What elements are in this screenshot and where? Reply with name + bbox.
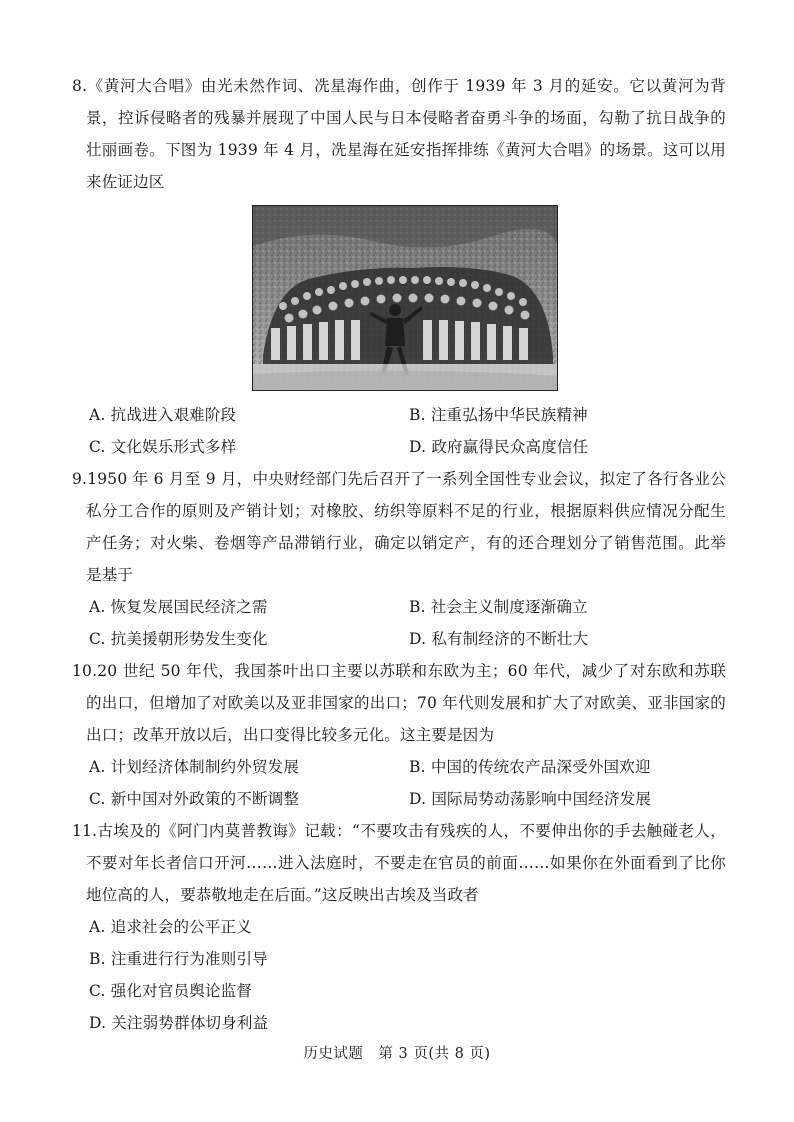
question-8-stem: 8.《黄河大合唱》由光未然作词、冼星海作曲，创作于 1939 年 3 月的延安。它以黄河为背景，控诉侵略者的残暴并展现了中国人民与日本侵略者奋勇斗争的场面，勾勒了抗日战争的壮丽画卷。下图为 1939 年 4 月，冼星海在延安指挥排练《黄河大合唱》的场景。这可以用来佐证边区	[72, 77, 726, 191]
question-9-stem: 9.1950 年 6 月至 9 月，中央财经部门先后召开了一系列全国性专业会议，拟定了各行各业公私分工合作的原则及产销计划；对橡胶、纺织等原料不足的行业，根据原料供应情况分配生产任务；对火柴、卷烟等产品滞销行业，确定以销定产，有的还合理划分了销售范围。此举是基于	[72, 470, 726, 584]
option-9a[interactable]: A. 恢复发展国民经济之需	[89, 598, 268, 616]
option-9d[interactable]: D. 私有制经济的不断壮大	[409, 630, 589, 648]
option-8d[interactable]: D. 政府赢得民众高度信任	[409, 438, 589, 456]
option-10c[interactable]: C. 新中国对外政策的不断调整	[89, 790, 300, 808]
option-8c[interactable]: C. 文化娱乐形式多样	[89, 438, 237, 456]
option-11a[interactable]: A. 追求社会的公平正义	[89, 918, 252, 936]
question-10	[72, 655, 726, 815]
page-footer: 历史试题 第 3 页(共 8 页)	[303, 1046, 491, 1062]
question-9	[72, 463, 726, 655]
option-11c[interactable]: C. 强化对官员舆论监督	[89, 982, 253, 1000]
question-11	[72, 815, 726, 1039]
option-11d[interactable]: D. 关注弱势群体切身利益	[89, 1014, 269, 1032]
rehearsal-photo	[252, 205, 558, 391]
option-10d[interactable]: D. 国际局势动荡影响中国经济发展	[409, 790, 652, 808]
option-11b[interactable]: B. 注重进行行为准则引导	[89, 950, 268, 968]
option-10b[interactable]: B. 中国的传统农产品深受外国欢迎	[409, 758, 651, 776]
option-8a[interactable]: A. 抗战进入艰难阶段	[89, 406, 237, 424]
question-8	[72, 70, 726, 198]
option-8b[interactable]: B. 注重弘扬中华民族精神	[409, 406, 588, 424]
question-11-stem: 11.古埃及的《阿门内莫普教诲》记载：“不要攻击有残疾的人，不要伸出你的手去触碰老人，不要对年长者信口开河……进入法庭时，不要走在官员的前面……如果你在外面看到了比你地位高的人，要恭敬地走在后面。”这反映出古埃及当政者	[72, 822, 726, 904]
option-9b[interactable]: B. 社会主义制度逐渐确立	[409, 598, 588, 616]
question-8-options	[86, 399, 726, 463]
question-10-stem: 10.20 世纪 50 年代，我国茶叶出口主要以苏联和东欧为主；60 年代，减少了对东欧和苏联的出口，但增加了对欧美以及亚非国家的出口；70 年代则发展和扩大了对欧美、亚非国家的出口；改革开放以后，出口变得比较多元化。这主要是因为	[72, 662, 726, 744]
option-10a[interactable]: A. 计划经济体制制约外贸发展	[89, 758, 300, 776]
option-9c[interactable]: C. 抗美援朝形势发生变化	[89, 630, 268, 648]
